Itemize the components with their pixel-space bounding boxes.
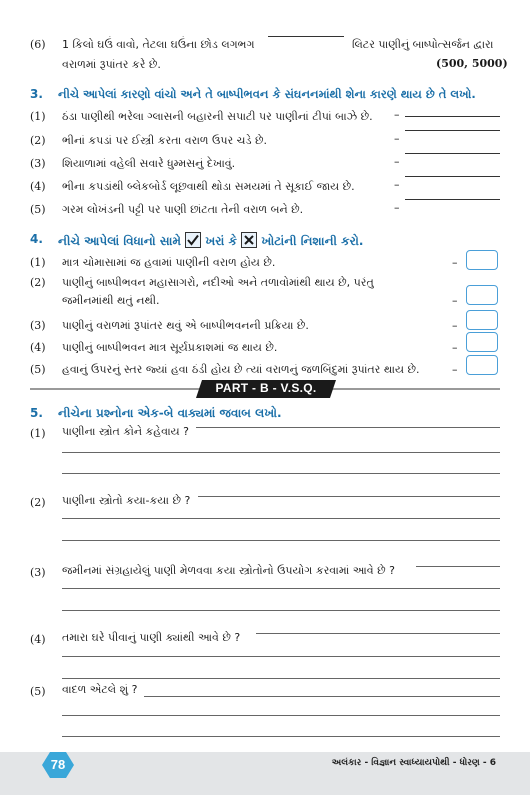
s4-item1-answer-box[interactable] — [466, 250, 498, 270]
section4-heading-part2: ખરાં કે — [205, 234, 238, 248]
s3-item2-answer-line — [405, 130, 500, 131]
footer-book-title: અલંકાર - વિજ્ઞાન સ્વાધ્યાયપોથી - ધોરણ - 6 — [331, 758, 496, 768]
s5-item4-answer-line-3[interactable] — [62, 678, 500, 679]
s3-item5-number: (5) — [30, 203, 46, 216]
s5-item1-answer-line-3[interactable] — [62, 473, 500, 474]
s5-item4-answer-line-1 — [256, 633, 500, 634]
s3-item5-text: ગરમ લોખંડની પટ્ટી પર પાણી છાંટતા તેની વરાળ બને છે. — [62, 203, 304, 216]
s4-item4-answer-box[interactable] — [466, 332, 498, 352]
q6-answer: (500, 5000) — [436, 57, 508, 70]
part-banner-label: PART - B - V.S.Q. — [215, 381, 317, 395]
s3-item1-text: ઠંડા પાણીથી ભરેલા ગ્લાસની બહારની સપાટી પર પાણીનાં ટીપાં બાઝે છે. — [62, 110, 373, 123]
s3-item2-dash: – — [394, 132, 400, 145]
s4-item1-text: માત્ર ચોમાસામાં જ હવામાં પાણીની વરાળ હોય છે. — [62, 256, 276, 269]
q6-number: (6) — [30, 38, 46, 51]
s5-item1-answer-line-2[interactable] — [62, 452, 500, 453]
s5-item3-answer-line-3[interactable] — [62, 610, 500, 611]
page-number: 78 — [50, 757, 66, 772]
s5-item5-answer-line-2[interactable] — [62, 715, 500, 716]
s4-item3-answer-box[interactable] — [466, 310, 498, 330]
section3-number: 3. — [30, 87, 43, 101]
s3-item4-dash: – — [394, 178, 400, 191]
section4-heading — [58, 232, 363, 249]
s5-item2-number: (2) — [30, 496, 46, 509]
s5-item1-number: (1) — [30, 427, 46, 440]
s5-item4-answer-line-2[interactable] — [62, 656, 500, 657]
s5-item1-text: પાણીના સ્ત્રોત કોને કહેવાય ? — [62, 425, 190, 438]
s3-item4-text: ભીના કપડાંથી બ્લેકબોર્ડ લૂછવાથી થોડા સમયમાં તે સૂકાઈ જાય છે. — [62, 180, 355, 193]
s3-item1-number: (1) — [30, 110, 46, 123]
s4-item5-answer-box[interactable] — [466, 355, 498, 375]
s5-item3-answer-line-1 — [416, 566, 500, 567]
s5-item1-answer-line-1 — [196, 427, 500, 428]
s3-item1-dash: – — [394, 108, 400, 121]
s5-item2-answer-line-3[interactable] — [62, 540, 500, 541]
section5-heading: નીચેના પ્રશ્નોના એક-બે વાક્યમાં જવાબ લખો. — [58, 406, 282, 420]
s4-item2-text: પાણીનું બાષ્પીભવન મહાસાગરો, નદીઓ અને તળાવોમાંથી થાય છે, પરંતુ — [62, 276, 374, 289]
s3-item3-text: શિયાળામાં વહેલી સવારે ધુમ્મસનું દેખાવું. — [62, 157, 236, 170]
s5-item5-text: વાદળ એટલે શું ? — [62, 683, 138, 696]
s5-item2-text: પાણીના સ્ત્રોતો કયા-કયા છે ? — [62, 494, 191, 507]
q6-text-line2: વરાળમાં રૂપાંતર કરે છે. — [62, 58, 161, 71]
tick-icon — [185, 232, 201, 248]
s5-item3-number: (3) — [30, 566, 46, 579]
s5-item5-answer-line-3[interactable] — [62, 736, 500, 737]
q6-blank-line — [268, 36, 344, 37]
section5-number: 5. — [30, 406, 43, 420]
s5-item5-answer-line-1 — [144, 696, 500, 697]
s5-item3-answer-line-2[interactable] — [62, 588, 500, 589]
s4-item1-dash: – — [452, 256, 458, 269]
s4-item2-answer-box[interactable] — [466, 285, 498, 305]
s4-item3-number: (3) — [30, 319, 46, 332]
s4-item5-number: (5) — [30, 363, 46, 376]
section4-heading-part1: નીચે આપેલાં વિધાનો સામે — [58, 234, 181, 248]
s4-item5-dash: – — [452, 363, 458, 376]
s3-item3-answer-line — [405, 153, 500, 154]
s3-item4-answer-line — [405, 176, 500, 177]
s4-item2-dash: – — [452, 294, 458, 307]
s4-item1-number: (1) — [30, 256, 46, 269]
s3-item5-dash: – — [394, 201, 400, 214]
s5-item4-text: તમારા ઘરે પીવાનું પાણી ક્યાંથી આવે છે ? — [62, 631, 241, 644]
s4-item5-text: હવાનું ઉપરનું સ્તર જ્યાં હવા ઠંડી હોય છે ત્યાં વરાળનું જળબિંદુમાં રૂપાંતર થાય છે. — [62, 363, 420, 376]
section3-heading: નીચે આપેલાં કારણો વાંચો અને તે બાષ્પીભવન કે સંઘનનમાંથી શેના કારણે થાય છે તે લખો. — [58, 87, 476, 101]
s4-item4-number: (4) — [30, 341, 46, 354]
section4-heading-part3: ખોટાંની નિશાની કરો. — [261, 234, 364, 248]
s4-item2-number: (2) — [30, 276, 46, 289]
section4-number: 4. — [30, 232, 43, 246]
s3-item1-answer-line — [405, 116, 500, 117]
s4-item3-text: પાણીનું વરાળમાં રૂપાંતર થવું એ બાષ્પીભવનની પ્રક્રિયા છે. — [62, 319, 309, 332]
q6-text-line1-end: લિટર પાણીનું બાષ્પોત્સર્જન દ્વારા — [352, 38, 494, 51]
s3-item3-number: (3) — [30, 157, 46, 170]
s3-item3-dash: – — [394, 155, 400, 168]
s4-item4-text: પાણીનું બાષ્પીભવન માત્ર સૂર્યપ્રકાશમાં જ થાય છે. — [62, 341, 278, 354]
s4-item3-dash: – — [452, 319, 458, 332]
q6-text-line1: 1 કિલો ઘઉં વાવો, તેટલા ઘઉંના છોડ લગભગ — [62, 38, 255, 51]
s5-item2-answer-line-1 — [198, 496, 500, 497]
s4-item2-text-line2: જમીનમાંથી થતું નથી. — [62, 294, 160, 307]
s3-item2-number: (2) — [30, 134, 46, 147]
s3-item4-number: (4) — [30, 180, 46, 193]
s3-item2-text: ભીનાં કપડાં પર ઈસ્ત્રી કરતા વરાળ ઉપર ચડે છે. — [62, 134, 267, 147]
s5-item3-text: જમીનમાં સંગ્રહાયેલું પાણી મેળવવા કયા સ્ત્રોતોનો ઉપયોગ કરવામાં આવે છે ? — [62, 564, 395, 577]
s5-item4-number: (4) — [30, 633, 46, 646]
s4-item4-dash: – — [452, 341, 458, 354]
s5-item5-number: (5) — [30, 685, 46, 698]
s5-item2-answer-line-2[interactable] — [62, 518, 500, 519]
cross-icon — [241, 232, 257, 248]
s3-item5-answer-line — [405, 199, 500, 200]
